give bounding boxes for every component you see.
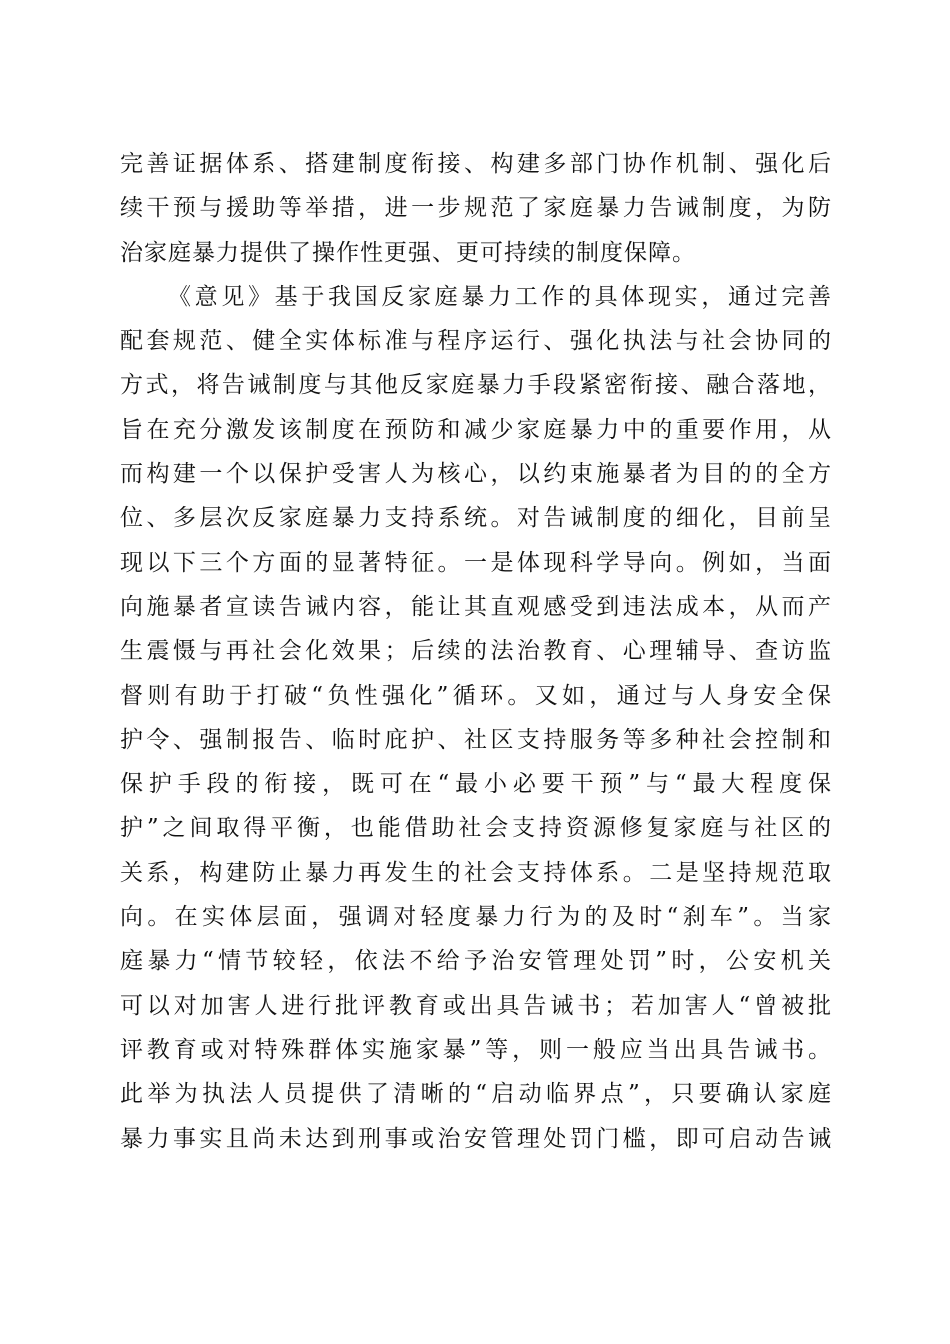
text-line: 续干预与援助等举措，进一步规范了家庭暴力告诫制度，为防 bbox=[120, 195, 832, 222]
text-line: 向。在实体层面，强调对轻度暴力行为的及时“刹车”。当家 bbox=[120, 904, 832, 931]
text-line: 督则有助于打破“负性强化”循环。又如，通过与人身安全保 bbox=[120, 682, 832, 709]
text-line: 关系，构建防止暴力再发生的社会支持体系。二是坚持规范取 bbox=[120, 859, 832, 886]
text-line: 配套规范、健全实体标准与程序运行、强化执法与社会协同的 bbox=[120, 328, 832, 355]
text-line: 此举为执法人员提供了清晰的“启动临界点”，只要确认家庭 bbox=[120, 1081, 832, 1108]
body-text bbox=[120, 142, 832, 1161]
text-line: 现以下三个方面的显著特征。一是体现科学导向。例如，当面 bbox=[120, 549, 832, 576]
text-line: 评教育或对特殊群体实施家暴”等，则一般应当出具告诫书。 bbox=[120, 1036, 832, 1063]
paragraph-start-line: 《意见》基于我国反家庭暴力工作的具体现实，通过完善 bbox=[168, 283, 832, 310]
text-line: 旨在充分激发该制度在预防和减少家庭暴力中的重要作用，从 bbox=[120, 416, 832, 443]
text-line: 保护手段的衔接，既可在“最小必要干预”与“最大程度保 bbox=[120, 771, 832, 798]
text-line: 暴力事实且尚未达到刑事或治安管理处罚门槛，即可启动告诫 bbox=[120, 1125, 832, 1152]
text-line: 护令、强制报告、临时庇护、社区支持服务等多种社会控制和 bbox=[120, 726, 832, 753]
text-line: 庭暴力“情节较轻，依法不给予治安管理处罚”时，公安机关 bbox=[120, 948, 832, 975]
paragraph-end-line: 治家庭暴力提供了操作性更强、更可持续的制度保障。 bbox=[120, 239, 696, 266]
text-line: 向施暴者宣读告诫内容，能让其直观感受到违法成本，从而产 bbox=[120, 593, 832, 620]
text-line: 方式，将告诫制度与其他反家庭暴力手段紧密衔接、融合落地， bbox=[120, 372, 832, 399]
text-line: 而构建一个以保护受害人为核心，以约束施暴者为目的的全方 bbox=[120, 461, 832, 488]
text-line: 生震慑与再社会化效果；后续的法治教育、心理辅导、查访监 bbox=[120, 638, 832, 665]
text-line: 护”之间取得平衡，也能借助社会支持资源修复家庭与社区的 bbox=[120, 815, 832, 842]
text-line: 可以对加害人进行批评教育或出具告诫书；若加害人“曾被批 bbox=[120, 992, 832, 1019]
text-line: 位、多层次反家庭暴力支持系统。对告诫制度的细化，目前呈 bbox=[120, 505, 832, 532]
text-line: 完善证据体系、搭建制度衔接、构建多部门协作机制、强化后 bbox=[120, 151, 832, 177]
